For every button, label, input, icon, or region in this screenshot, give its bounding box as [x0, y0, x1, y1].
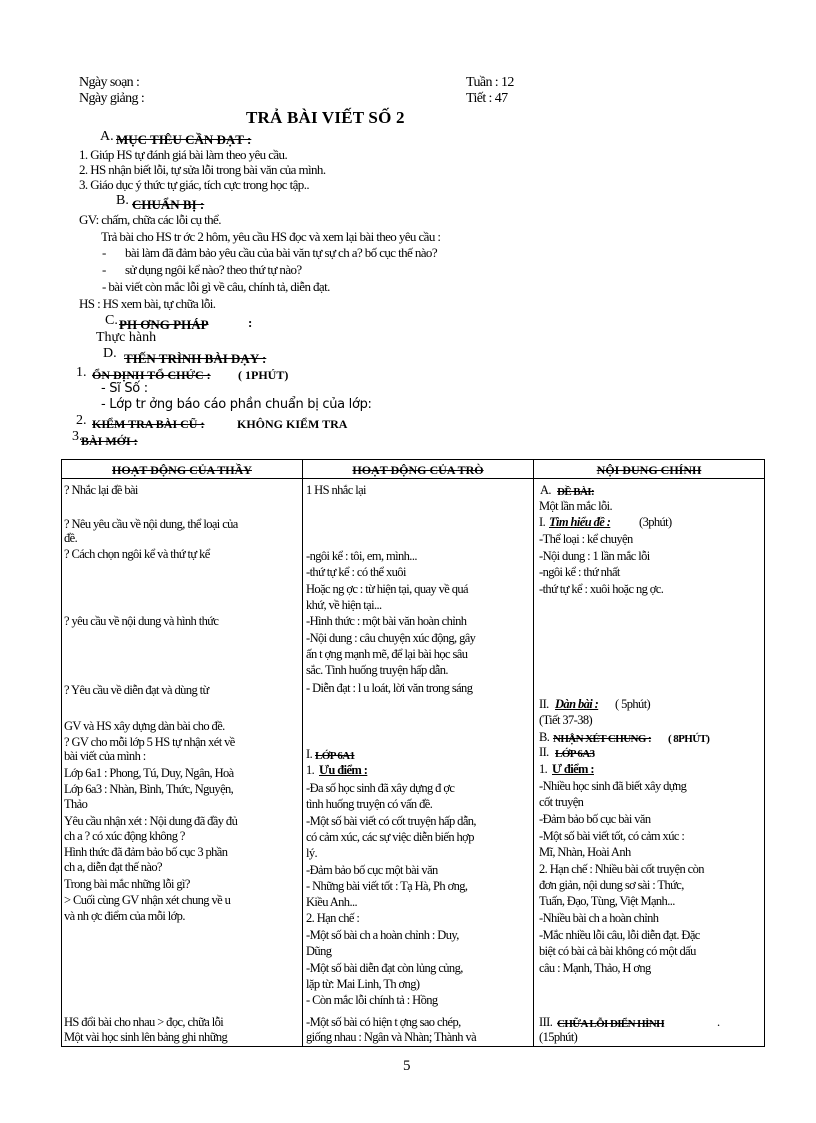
page-title: TRẢ BÀI VIẾT SỐ 2 — [246, 108, 405, 127]
step-1-item: - Sĩ Số : — [101, 381, 148, 396]
content-line: -Đảm bảo bố cục bài văn — [539, 812, 651, 826]
student-line: I. — [306, 747, 313, 761]
content-line: (15phút) — [539, 1030, 578, 1044]
header-content: NỘI DUNG CHÍNH — [534, 460, 765, 479]
section-a-item: 3. Giáo dục ý thức tự giác, tích cực trong học tập.. — [79, 177, 310, 192]
student-line: Dũng — [306, 944, 332, 958]
content-line: 2. Hạn chế : Nhiều bài cốt truyện còn — [539, 862, 704, 876]
student-line: tình huống truyện có vấn đề. — [306, 797, 433, 811]
teacher-line: Thảo — [64, 797, 88, 811]
content-line: -Thể loại : kể chuyện — [539, 532, 633, 546]
content-line: biệt có bài cả bài không có một dấu — [539, 944, 696, 958]
step-3-num: 3. — [72, 429, 83, 444]
student-line: khứ, về hiện tại... — [306, 598, 382, 612]
content-line: ( 8PHÚT) — [668, 733, 710, 745]
content-line: . — [717, 1015, 720, 1029]
step-2-num: 2. — [76, 413, 87, 428]
student-line: 1 HS nhắc lại — [306, 483, 366, 497]
section-a-prefix: A. — [100, 129, 114, 144]
teacher-line: Một vài học sinh lên bảng ghi những — [64, 1030, 228, 1044]
tiet: Tiết : 47 — [466, 91, 508, 106]
section-c-prefix: C. — [105, 313, 118, 328]
ngay-soan: Ngày soạn : — [79, 75, 140, 90]
section-b-heading: CHUẨN BỊ : — [132, 197, 205, 212]
student-line: Ưu điểm : — [319, 763, 368, 777]
content-line: III. — [539, 1015, 553, 1029]
teacher-line: ? yêu cầu về nội dung và hình thức — [64, 614, 219, 628]
tuan: Tuần : 12 — [466, 75, 514, 90]
student-line: ấn t ợng mạnh mẽ, để lại bài học sâu — [306, 647, 468, 661]
student-line: có cảm xúc, các sự việc diễn biến hợp — [306, 830, 474, 844]
content-line: Một lần mắc lỗi. — [539, 499, 613, 513]
section-b-bullet: - bài viết còn mắc lỗi gì về câu, chính tả, diễn đạt. — [102, 279, 330, 294]
student-line: -Hình thức : một bài văn hoàn chỉnh — [306, 614, 467, 628]
teacher-column — [62, 479, 302, 1046]
lesson-table — [61, 459, 765, 1047]
content-line: -Nội dung : 1 lần mắc lỗi — [539, 549, 650, 563]
section-c-heading: PH ƠNG PHÁP — [119, 317, 209, 332]
student-line: 2. Hạn chế : — [306, 911, 360, 925]
section-b-gv-detail: Trả bài cho HS tr ớc 2 hôm, yêu cầu HS đọc và xem lại bài theo yêu cầu : — [101, 229, 441, 244]
student-line: -Một số bài viết có cốt truyện hấp dẫn, — [306, 814, 476, 828]
content-line: Ư điểm : — [552, 762, 594, 776]
teacher-line: ? Yêu cầu về diễn đạt và dùng từ — [64, 683, 209, 697]
teacher-line: ? GV cho mỗi lớp 5 HS tự nhận xét về — [64, 735, 235, 749]
student-line: giống nhau : Ngân và Nhàn; Thành và — [306, 1030, 477, 1044]
teacher-line: Trong bài mắc những lỗi gì? — [64, 877, 190, 891]
teacher-line: Lớp 6a1 : Phong, Tú, Duy, Ngân, Hoà — [64, 766, 234, 780]
section-a-heading: MỤC TIÊU CẦN ĐẠT : — [116, 132, 252, 147]
section-b-hs: HS : HS xem bài, tự chữa lỗi. — [79, 296, 216, 311]
teacher-line: đề. — [64, 531, 78, 545]
content-line: ĐỀ BÀI: — [557, 486, 595, 498]
teacher-line: GV và HS xây dựng dàn bài cho đề. — [64, 719, 225, 733]
content-line: Mĩ, Nhàn, Hoài Anh — [539, 845, 631, 859]
content-line: 1. — [539, 762, 548, 776]
step-2-heading: KIỂM TRA BÀI CŨ : — [92, 417, 205, 431]
content-line: Tìm hiểu đề : — [549, 515, 611, 529]
step-2-note: KHÔNG KIỂM TRA — [237, 417, 348, 431]
student-line: -ngôi kể : tôi, em, mình... — [306, 549, 417, 563]
content-column — [534, 479, 764, 1046]
teacher-line: > Cuối cùng GV nhận xét chung về u — [64, 893, 231, 907]
teacher-line: và nh ợc điểm của mỗi lớp. — [64, 909, 185, 923]
content-line: B. — [539, 730, 550, 744]
teacher-line: ch a, diễn đạt thế nào? — [64, 860, 162, 874]
content-line: -Nhiều học sinh đã biết xây dựng — [539, 779, 687, 793]
content-line: A. — [540, 483, 551, 497]
student-line: - Còn mắc lỗi chính tả : Hồng — [306, 993, 438, 1007]
step-1-time: ( 1PHÚT) — [238, 368, 289, 382]
teacher-line: Lớp 6a3 : Nhàn, Bình, Thức, Nguyện, — [64, 782, 234, 796]
header-teacher: HOẠT ĐỘNG CỦA THẦY — [62, 460, 303, 479]
section-a-item: 1. Giúp HS tự đánh giá bài làm theo yêu cầu. — [79, 147, 288, 162]
student-line: -thứ tự kể : có thể xuôi — [306, 565, 406, 579]
content-line: -Nhiều bài ch a hoàn chỉnh — [539, 911, 659, 925]
teacher-line: bài viết của mình : — [64, 749, 146, 763]
content-line: II. — [539, 697, 549, 711]
section-c-content: Thực hành — [96, 330, 157, 345]
content-line: LỚP 6A3 — [555, 748, 595, 760]
content-line: -Mắc nhiều lỗi câu, lỗi diễn đạt. Đặc — [539, 928, 700, 942]
content-line: (3phút) — [639, 515, 672, 529]
section-c-colon: : — [248, 315, 253, 330]
step-1-num: 1. — [76, 365, 87, 380]
student-line: sắc. Tình huống truyện hấp dẫn. — [306, 663, 448, 677]
page-number: 5 — [403, 1058, 411, 1074]
student-line: lặp từ: Mai Linh, Th ơng) — [306, 977, 420, 991]
teacher-line: ch a ? có xúc động không ? — [64, 829, 185, 843]
student-line: -Một số bài diễn đạt còn lủng củng, — [306, 961, 463, 975]
content-line: đơn giản, nội dung sơ sài : Thức, — [539, 878, 684, 892]
step-3-heading: BÀI MỚI : — [81, 434, 138, 448]
content-line: -Một số bài viết tốt, có cảm xúc : — [539, 829, 685, 843]
student-line: Hoặc ng ợc : từ hiện tại, quay về quá — [306, 582, 468, 596]
section-b-gv: GV: chấm, chữa các lỗi cụ thể. — [79, 212, 221, 227]
content-line: (Tiết 37-38) — [539, 713, 593, 727]
student-line: - Những bài viết tốt : Tạ Hà, Ph ơng, — [306, 879, 468, 893]
student-line: -Nội dung : câu chuyện xúc động, gây — [306, 631, 476, 645]
content-line: NHẬN XÉT CHUNG : — [553, 733, 652, 745]
section-d-heading: TIẾN TRÌNH BÀI DẠY : — [124, 351, 267, 366]
student-line: LỚP 6A1 — [315, 750, 355, 762]
content-line: II. — [539, 745, 549, 759]
ngay-giang: Ngày giảng : — [79, 91, 145, 106]
step-1-item: - Lớp tr ởng báo cáo phần chuẩn bị của lớp: — [101, 397, 372, 412]
section-d-prefix: D. — [103, 346, 117, 361]
content-line: ( 5phút) — [615, 697, 651, 711]
teacher-line: Hình thức đã đảm bảo bố cục 3 phần — [64, 845, 228, 859]
student-line: Kiều Anh... — [306, 895, 358, 909]
teacher-line: ? Nhắc lại đề bài — [64, 483, 138, 497]
section-b-bullet: sử dụng ngôi kể nào? theo thứ tự nào? — [125, 262, 302, 277]
teacher-line: ? Cách chọn ngôi kể và thứ tự kể — [64, 547, 210, 561]
section-b-bullet: bài làm đã đảm bảo yêu cầu của bài văn tự sự ch a? bố cục thế nào? — [125, 245, 437, 260]
teacher-line: HS đổi bài cho nhau > đọc, chữa lỗi — [64, 1015, 224, 1029]
content-line: -ngôi kể : thứ nhất — [539, 565, 620, 579]
student-line: 1. — [306, 763, 315, 777]
content-line: cốt truyện — [539, 795, 584, 809]
content-line: Tuấn, Đạo, Tùng, Việt Mạnh... — [539, 894, 675, 908]
header-student: HOẠT ĐỘNG CỦA TRÒ — [303, 460, 534, 479]
teacher-line: Yêu cầu nhận xét : Nội dung đã đầy đủ — [64, 814, 238, 828]
student-line: -Một số bài ch a hoàn chỉnh : Duy, — [306, 928, 459, 942]
section-b-prefix: B. — [116, 193, 129, 208]
content-line: Dàn bài : — [555, 697, 599, 711]
student-column — [303, 479, 533, 1046]
step-1-heading: ỔN ĐỊNH TỔ CHỨC : — [92, 368, 211, 382]
student-line: -Một số bài có hiện t ợng sao chép, — [306, 1015, 461, 1029]
student-line: -Đảm bảo bố cục một bài văn — [306, 863, 438, 877]
teacher-line: ? Nêu yêu cầu về nội dung, thể loại của — [64, 517, 238, 531]
content-line: câu : Mạnh, Thảo, H ơng — [539, 961, 651, 975]
student-line: lý. — [306, 846, 318, 860]
student-line: - Diễn đạt : l u loát, lời văn trong sáng — [306, 681, 473, 695]
content-line: I. — [539, 515, 546, 529]
student-line: -Đa số học sinh đã xây dựng đ ợc — [306, 781, 455, 795]
section-a-item: 2. HS nhận biết lỗi, tự sửa lỗi trong bài văn của mình. — [79, 162, 326, 177]
content-line: CHỮA LỖI ĐIỂN HÌNH — [557, 1018, 665, 1030]
content-line: -thứ tự kể : xuôi hoặc ng ợc. — [539, 582, 664, 596]
